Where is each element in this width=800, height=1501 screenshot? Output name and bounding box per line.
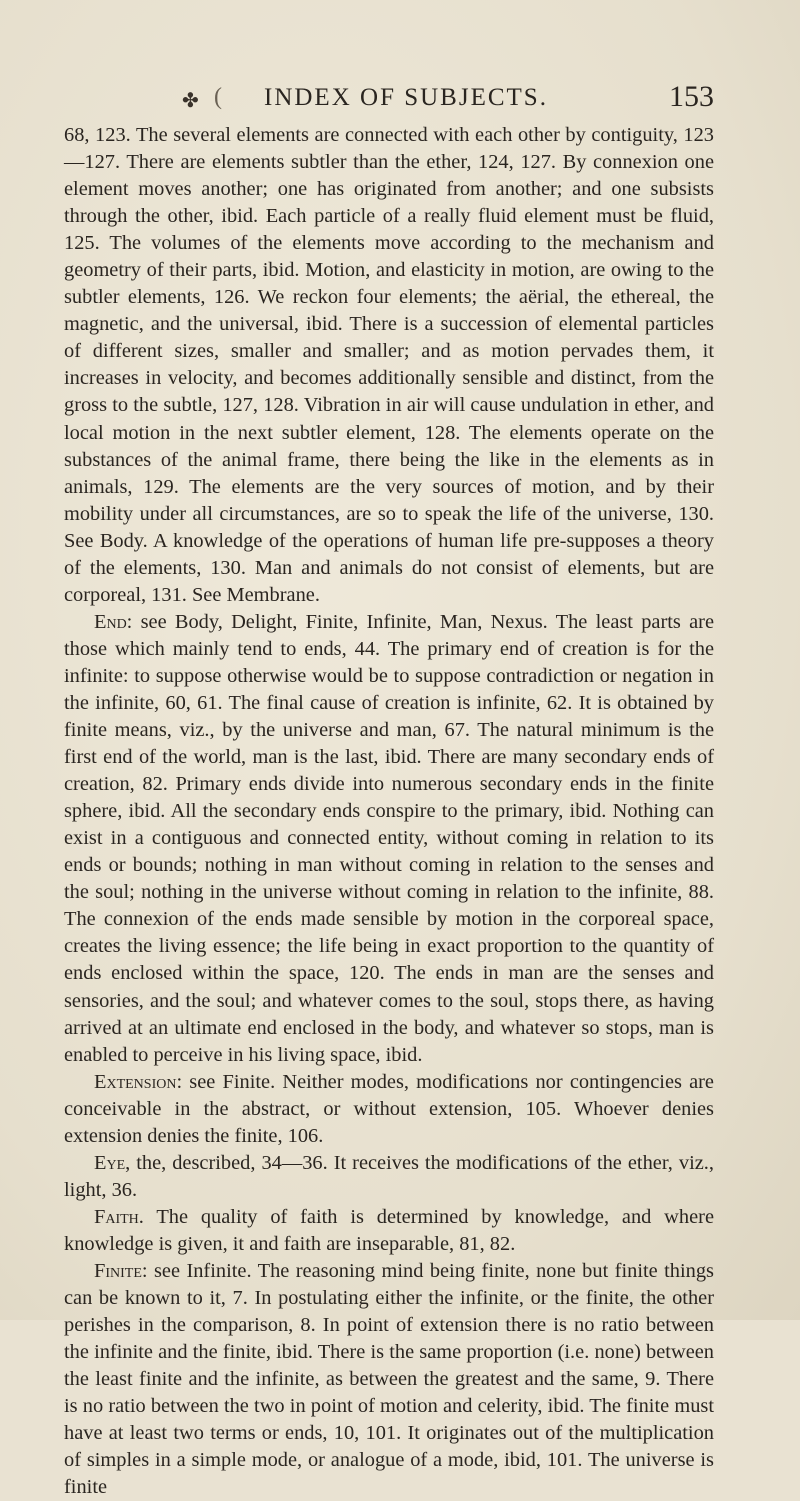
- entry-head: Eye,: [94, 1151, 131, 1174]
- running-header: [64, 80, 714, 120]
- index-entry-eye: [64, 1150, 714, 1204]
- entry-text: see Infinite. The reasoning mind being finite, none but finite things can be known to it, 7. In postulating either the infinite, or the finite, the other perishes in the comparison, 8. In point of extension there is no ratio between the infinite and the finite, ibid. There is the same proportion (i.e. none) between the least finite and the infinite, as between the greatest and the same, 9. There is no ratio between the two in point of motion and celerity, ibid. The finite must have at least two terms or ends, 10, 101. It originates out of the multiplication of simples in a simple mode, or analogue of a mode, ibid, 101. The universe is finite: [64, 1259, 714, 1499]
- header-bracket: (: [214, 84, 222, 110]
- entry-head: Extension:: [94, 1070, 183, 1093]
- ornament-mark: ✤: [182, 90, 199, 112]
- index-entry-finite: [64, 1258, 714, 1501]
- index-body: [64, 122, 714, 1501]
- page-number: 153: [669, 80, 714, 113]
- index-entry-elements-continued: 68, 123. The several elements are connected with each other by contiguity, 123—127. There are elements subtler than the ether, 124, 127. By connexion one element moves another; one has originated from another; and one subsists through the other, ibid. Each particle of a really fluid element must be fluid, 125. The volumes of the elements move according to the mechanism and geometry of their parts, ibid. Motion, and elasticity in motion, are owing to the subtler elements, 126. We reckon four elements; the aërial, the ethereal, the magnetic, and the universal, ibid. There is a succession of elemental particles of different sizes, smaller and smaller; and as motion pervades them, it increases in velocity, and becomes additionally sensible and distinct, from the gross to the subtle, 127, 128. Vibration in air will cause undulation in ether, and local motion in the next subtler element, 128. The elements operate on the substances of the animal frame, there being the like in the elements as in animals, 129. The elements are the very sources of motion, and by their mobility under all circumstances, are so to speak the life of the universe, 130. See Body. A knowledge of the operations of human life pre-supposes a theory of the elements, 130. Man and animals do not consist of elements, but are corporeal, 131. See Membrane.: [64, 124, 714, 606]
- entry-head: End:: [94, 610, 133, 633]
- entry-text: see Finite. Neither modes, modifications nor contingencies are conceivable in the abstract, or without extension, 105. Whoever denies extension denies the finite, 106.: [64, 1070, 714, 1147]
- entry-head: Faith.: [94, 1205, 144, 1228]
- entry-text: The quality of faith is determined by knowledge, and where knowledge is given, it and faith are inseparable, 81, 82.: [64, 1205, 714, 1255]
- entry-text: see Body, Delight, Finite, Infinite, Man, Nexus. The least parts are those which mainly tend to ends, 44. The primary end of creation is for the infinite: to suppose otherwise would be to suppose contradiction or negation in the infinite, 60, 61. The final cause of creation is infinite, 62. It is obtained by finite means, viz., by the universe and man, 67. The natural minimum is the first end of the world, man is the last, ibid. There are many secondary ends of creation, 82. Primary ends divide into numerous secondary ends in the finite sphere, ibid. All the secondary ends conspire to the primary, ibid. Nothing can exist in a contiguous and connected entity, without coming in relation to its ends or bounds; nothing in man without coming in relation to the senses and the soul; nothing in the universe without coming in relation to the infinite, 88. The connexion of the ends made sensible by motion in the corporeal space, creates the living essence; the life being in exact proportion to the quantity of ends enclosed within the space, 120. The ends in man are the senses and sensories, and the soul; and whatever comes to the soul, stops there, as having arrived at an ultimate end enclosed in the body, and whatever so stops, man is enabled to perceive in his living space, ibid.: [64, 610, 714, 1066]
- entry-head: Finite:: [94, 1259, 148, 1282]
- entry-text: the, described, 34—36. It receives the modifications of the ether, viz., light, 36.: [64, 1151, 714, 1201]
- running-title: INDEX OF SUBJECTS.: [264, 84, 548, 111]
- index-entry-faith: [64, 1204, 714, 1258]
- index-entry-extension: [64, 1069, 714, 1150]
- index-entry-end: [64, 609, 714, 1069]
